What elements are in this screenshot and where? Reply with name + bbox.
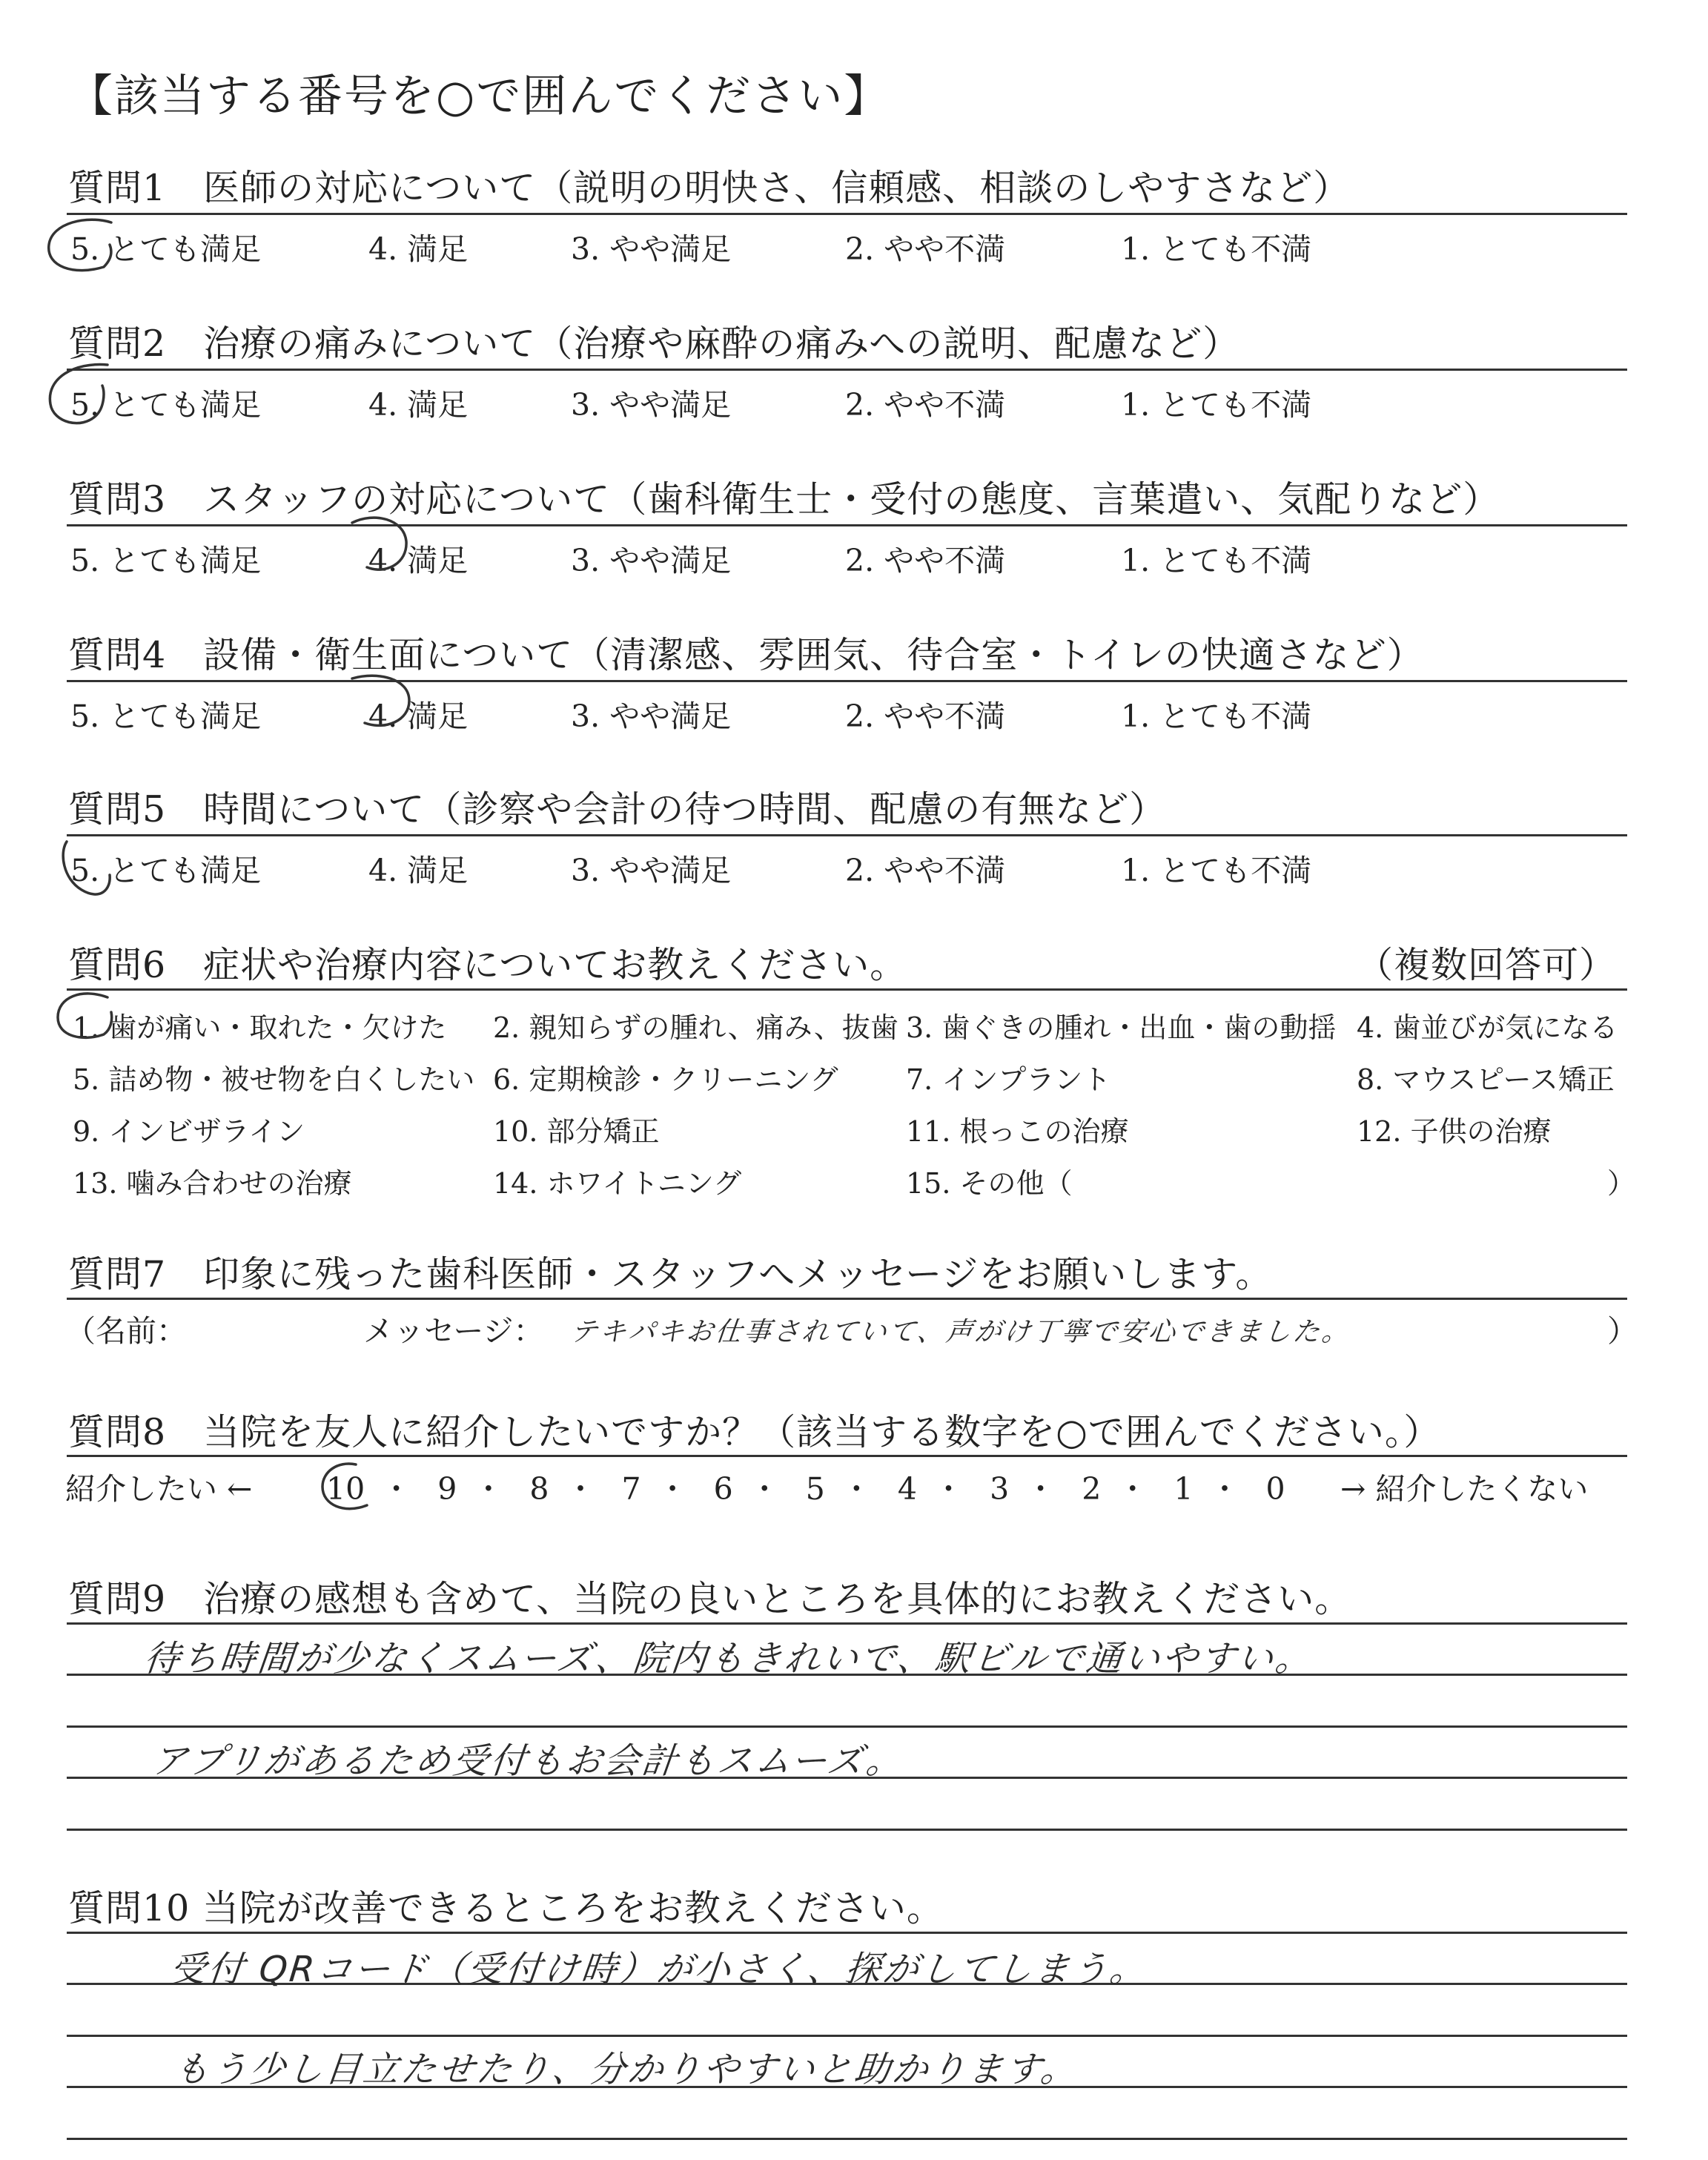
q1-selection-circle [49, 219, 111, 270]
q6-option-2[interactable]: 2. 親知らずの腫れ、痛み、抜歯 [493, 1011, 898, 1044]
q6-option-12[interactable]: 12. 子供の治療 [1357, 1115, 1552, 1148]
question-5-title: 質問5 時間について（診察や会計の待つ時間、配慮の有無など） [68, 788, 1167, 830]
q9-answer-line-1[interactable]: 待ち時間が少なくスムーズ、院内もきれいで、駅ビルで通いやすい。 [142, 1638, 1316, 1680]
scale-separator: ・ [381, 1471, 412, 1507]
q4-option-4[interactable]: 4. 満足 [368, 698, 469, 734]
question-8-title: 質問8 当院を友人に紹介したいですか？（該当する数字を○で囲んでください。） [68, 1411, 1441, 1453]
q4-option-1[interactable]: 1. とても不満 [1121, 698, 1312, 734]
q6-option-15[interactable]: 15. その他（ [906, 1167, 1073, 1200]
q8-score-5[interactable]: 5 [805, 1471, 825, 1507]
question-4-title: 質問4 設備・衛生面について（清潔感、雰囲気、待合室・トイレの快適さなど） [68, 634, 1424, 676]
q6-option-13[interactable]: 13. 噛み合わせの治療 [73, 1167, 352, 1200]
q6-option-10[interactable]: 10. 部分矯正 [493, 1115, 660, 1148]
q8-right-label: → 紹介したくない [1340, 1471, 1589, 1507]
q4-option-3[interactable]: 3. やや満足 [571, 698, 732, 734]
q5-selection-circle [63, 842, 110, 894]
q6-other-close: ） [1607, 1167, 1636, 1200]
q6-option-9[interactable]: 9. インビザライン [73, 1115, 305, 1148]
q2-option-1[interactable]: 1. とても不満 [1121, 387, 1312, 423]
scale-separator: ・ [565, 1471, 596, 1507]
q8-score-4[interactable]: 4 [897, 1471, 918, 1507]
q10-answer-line-2[interactable]: もう少し目立たせたり、分かりやすいと助かります。 [171, 2049, 1081, 2090]
q6-option-14[interactable]: 14. ホワイトニング [493, 1167, 742, 1200]
q4-selection-circle [352, 676, 409, 725]
scale-separator: ・ [749, 1471, 780, 1507]
q4-option-5[interactable]: 5. とても満足 [70, 698, 262, 734]
q8-score-10[interactable]: 10 [326, 1471, 365, 1507]
q5-option-2[interactable]: 2. やや不満 [845, 853, 1006, 888]
form-heading: 【該当する番号を○で囲んでください】 [68, 70, 890, 122]
q2-option-2[interactable]: 2. やや不満 [845, 387, 1006, 423]
q1-option-4[interactable]: 4. 満足 [368, 231, 469, 267]
scale-separator: ・ [1117, 1471, 1148, 1507]
q8-selection-circle [322, 1464, 367, 1509]
q3-option-2[interactable]: 2. やや不満 [845, 543, 1006, 578]
q8-score-2[interactable]: 2 [1082, 1471, 1102, 1507]
q7-name-label: （名前： [65, 1313, 187, 1349]
question-2-title: 質問2 治療の痛みについて（治療や麻酔の痛みへの説明、配慮など） [68, 323, 1240, 365]
q8-score-8[interactable]: 8 [529, 1471, 549, 1507]
q5-option-1[interactable]: 1. とても不満 [1121, 853, 1312, 888]
question-10-title: 質問10 当院が改善できるところをお教えください。 [68, 1887, 944, 1929]
q1-option-1[interactable]: 1. とても不満 [1121, 231, 1312, 267]
q5-option-3[interactable]: 3. やや満足 [571, 853, 732, 888]
q8-score-6[interactable]: 6 [713, 1471, 733, 1507]
q6-option-3[interactable]: 3. 歯ぐきの腫れ・出血・歯の動揺 [906, 1011, 1337, 1044]
scale-separator: ・ [1209, 1471, 1240, 1507]
q3-option-3[interactable]: 3. やや満足 [571, 543, 732, 578]
question-1-title: 質問1 医師の対応について（説明の明快さ、信頼感、相談のしやすさなど） [68, 167, 1351, 209]
q1-option-2[interactable]: 2. やや不満 [845, 231, 1006, 267]
question-6-note: （複数回答可） [1357, 944, 1617, 986]
q3-option-4[interactable]: 4. 満足 [368, 543, 469, 578]
q5-option-4[interactable]: 4. 満足 [368, 853, 469, 888]
q6-option-8[interactable]: 8. マウスピース矯正 [1357, 1063, 1615, 1096]
q6-selection-circle [58, 994, 112, 1037]
question-6-title: 質問6 症状や治療内容についてお教えください。 [68, 944, 907, 986]
q6-option-6[interactable]: 6. 定期検診・クリーニング [493, 1063, 838, 1096]
q3-selection-circle [352, 518, 406, 569]
q2-option-5[interactable]: 5. とても満足 [70, 387, 262, 423]
q6-option-5[interactable]: 5. 詰め物・被せ物を白くしたい [73, 1063, 475, 1096]
q6-option-7[interactable]: 7. インプラント [906, 1063, 1111, 1096]
scale-separator: ・ [933, 1471, 964, 1507]
q9-answer-line-2[interactable]: アプリがあるため受付もお会計もスムーズ。 [149, 1740, 907, 1782]
q8-left-label: 紹介したい ← [65, 1471, 253, 1507]
q5-option-5[interactable]: 5. とても満足 [70, 853, 262, 888]
q1-option-5[interactable]: 5. とても満足 [70, 231, 262, 267]
q8-score-9[interactable]: 9 [437, 1471, 457, 1507]
q6-option-1[interactable]: 1. 歯が痛い・取れた・欠けた [73, 1011, 447, 1044]
scale-separator: ・ [841, 1471, 872, 1507]
scale-separator: ・ [657, 1471, 688, 1507]
q6-option-11[interactable]: 11. 根っこの治療 [906, 1115, 1129, 1148]
q3-option-1[interactable]: 1. とても不満 [1121, 543, 1312, 578]
q2-option-4[interactable]: 4. 満足 [368, 387, 469, 423]
scale-separator: ・ [1025, 1471, 1056, 1507]
q10-answer-line-1[interactable]: 受付 QRコード（受付け時）が小さく、探がしてしまう。 [168, 1949, 1150, 1990]
q8-score-7[interactable]: 7 [621, 1471, 641, 1507]
q6-option-4[interactable]: 4. 歯並びが気になる [1357, 1011, 1618, 1044]
q7-message-label: メッセージ： [363, 1313, 544, 1349]
q8-score-1[interactable]: 1 [1174, 1471, 1194, 1507]
q2-option-3[interactable]: 3. やや満足 [571, 387, 732, 423]
q8-score-3[interactable]: 3 [990, 1471, 1010, 1507]
question-7-title: 質問7 印象に残った歯科医師・スタッフへメッセージをお願いします。 [68, 1253, 1273, 1295]
q8-score-0[interactable]: 0 [1265, 1471, 1285, 1507]
scale-separator: ・ [473, 1471, 504, 1507]
question-9-title: 質問9 治療の感想も含めて、当院の良いところを具体的にお教えください。 [68, 1578, 1352, 1620]
q2-selection-circle [50, 365, 107, 423]
question-3-title: 質問3 スタッフの対応について（歯科衛生士・受付の態度、言葉遣い、気配りなど） [68, 478, 1500, 521]
q7-close: ） [1607, 1313, 1638, 1349]
q7-message-answer[interactable]: テキパキお仕事されていて、声がけ丁寧で安心できました。 [569, 1317, 1353, 1347]
q4-option-2[interactable]: 2. やや不満 [845, 698, 1006, 734]
q1-option-3[interactable]: 3. やや満足 [571, 231, 732, 267]
q3-option-5[interactable]: 5. とても満足 [70, 543, 262, 578]
